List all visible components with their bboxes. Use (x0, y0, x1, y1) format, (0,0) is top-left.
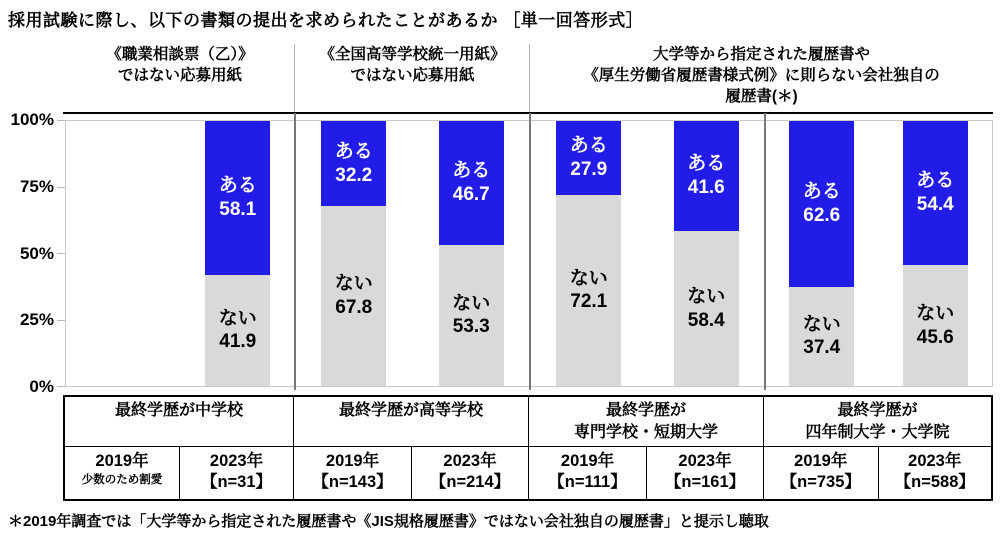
y-tick-mark (57, 187, 65, 188)
bar-segment-aru (674, 121, 739, 231)
header-underline (63, 112, 993, 114)
stacked-bar (903, 121, 968, 386)
segment-label: ある 46.7 (452, 160, 491, 205)
header-line: ではない応募用紙 (117, 66, 242, 84)
header-separator (294, 44, 295, 112)
bar-segment-nai (205, 275, 270, 386)
category-cell-junior-high: 最終学歴が中学校 (114, 402, 243, 419)
year-cell: 2019年 【n=735】 (780, 452, 861, 491)
y-tick-mark (57, 253, 65, 254)
bar-segment-nai (903, 265, 968, 386)
year-row (65, 447, 991, 499)
segment-label: ない 72.1 (569, 267, 608, 313)
category-cell-university: 最終学歴が 四年制大学・大学院 (763, 397, 991, 446)
footnote: ＊2019年調査では「大学等から指定された履歴書や《JIS規格履歴書》ではない会社独自の履歴書」と提示し聴取 (8, 513, 769, 530)
stacked-bar (556, 121, 621, 386)
bar-slot-2019 (530, 121, 648, 386)
segment-label: ない 41.9 (218, 307, 257, 353)
stacked-bar (674, 121, 739, 386)
year-cell: 2019年 【n=111】 (548, 452, 627, 491)
segment-label: ある 27.9 (569, 135, 608, 180)
panel-divider (764, 113, 766, 390)
segment-label: ある 58.1 (218, 175, 257, 220)
year-cell: 2019年 【n=143】 (312, 452, 393, 491)
header-line: 大学等から指定された履歴書や (652, 46, 870, 63)
page-title: 採用試験に際し、以下の書類の提出を求められたことがあるか ［単一回答形式］ (8, 11, 644, 30)
segment-label: ない 53.3 (452, 292, 491, 338)
bar-segment-aru (789, 121, 854, 287)
header-separator (529, 44, 530, 112)
panel-university-graduate (765, 121, 992, 386)
segment-label: ない 37.4 (802, 313, 841, 359)
bar-slot-2023 (648, 121, 766, 386)
bar-segment-nai (556, 195, 621, 386)
segment-label: ない 67.8 (334, 273, 373, 319)
column-header-3 (530, 44, 993, 112)
header-line: 《厚生労働省履歴書様式例》に則らない会社独自の (583, 66, 940, 84)
y-axis-tick-0: 0% (29, 377, 54, 396)
year-cell: 2023年 【n=31】 (179, 447, 293, 499)
segment-label: ある 41.6 (687, 153, 726, 199)
bar-slot-2023 (413, 121, 531, 386)
year-group (763, 447, 991, 499)
bar-segment-nai (439, 245, 504, 386)
segment-label: ない 58.4 (687, 285, 726, 331)
stacked-bar (321, 121, 386, 386)
bar-segment-aru (205, 121, 270, 275)
bar-segment-aru (439, 121, 504, 245)
bar-slot-2023 (879, 121, 993, 386)
header-line: ではない応募用紙 (350, 66, 475, 84)
bar-segment-aru (321, 121, 386, 206)
column-header-2 (295, 44, 530, 112)
y-axis-tick-100: 100% (10, 110, 54, 129)
bar-slot-2019 (765, 121, 879, 386)
year-cell: 2023年 【n=161】 (646, 447, 763, 499)
y-tick-mark (57, 320, 65, 321)
category-cell-high-school: 最終学歴が高等学校 (293, 397, 528, 446)
bar-segment-nai (674, 231, 739, 386)
y-axis-tick-25: 25% (19, 310, 54, 329)
category-row (65, 397, 991, 447)
header-line: 履歴書(＊) (725, 87, 798, 105)
y-tick-mark (57, 120, 65, 121)
year-cell: 2023年 【n=588】 (878, 447, 992, 499)
panel-vocational-junior-college (530, 121, 765, 386)
bar-slot-2019 (295, 121, 413, 386)
stacked-bar (205, 121, 270, 386)
segment-label: ある 62.6 (802, 181, 841, 226)
year-cell: 2019年 少数のため割愛 (81, 452, 163, 486)
bar-slot-2023 (181, 121, 296, 386)
category-table (63, 395, 993, 501)
column-header-1 (65, 44, 295, 112)
year-group (293, 447, 528, 499)
bar-segment-aru (903, 121, 968, 265)
stacked-bar (789, 121, 854, 386)
panel-divider (529, 113, 531, 390)
year-cell: 2023年 【n=214】 (411, 447, 528, 499)
year-group (528, 447, 763, 499)
segment-label: ない 45.6 (916, 302, 955, 348)
category-cell-vocational: 最終学歴が 専門学校・短期大学 (528, 397, 763, 446)
y-tick-mark (57, 386, 65, 387)
header-line: 《全国高等学校統一用紙》 (319, 46, 506, 63)
panel-divider (294, 113, 296, 390)
bar-segment-nai (321, 206, 386, 386)
bar-segment-aru (556, 121, 621, 195)
y-axis-tick-50: 50% (19, 244, 54, 263)
bar-segment-nai (789, 287, 854, 386)
y-axis-tick-75: 75% (19, 177, 54, 196)
segment-label: ある 32.2 (334, 140, 373, 186)
panel-junior-high (66, 121, 295, 386)
year-group (65, 447, 293, 499)
segment-label: ある 54.4 (916, 170, 955, 216)
bar-slot-2019 (66, 121, 181, 386)
header-line: 《職業相談票（乙）》 (106, 46, 254, 63)
panel-high-school (295, 121, 530, 386)
stacked-bar (439, 121, 504, 386)
